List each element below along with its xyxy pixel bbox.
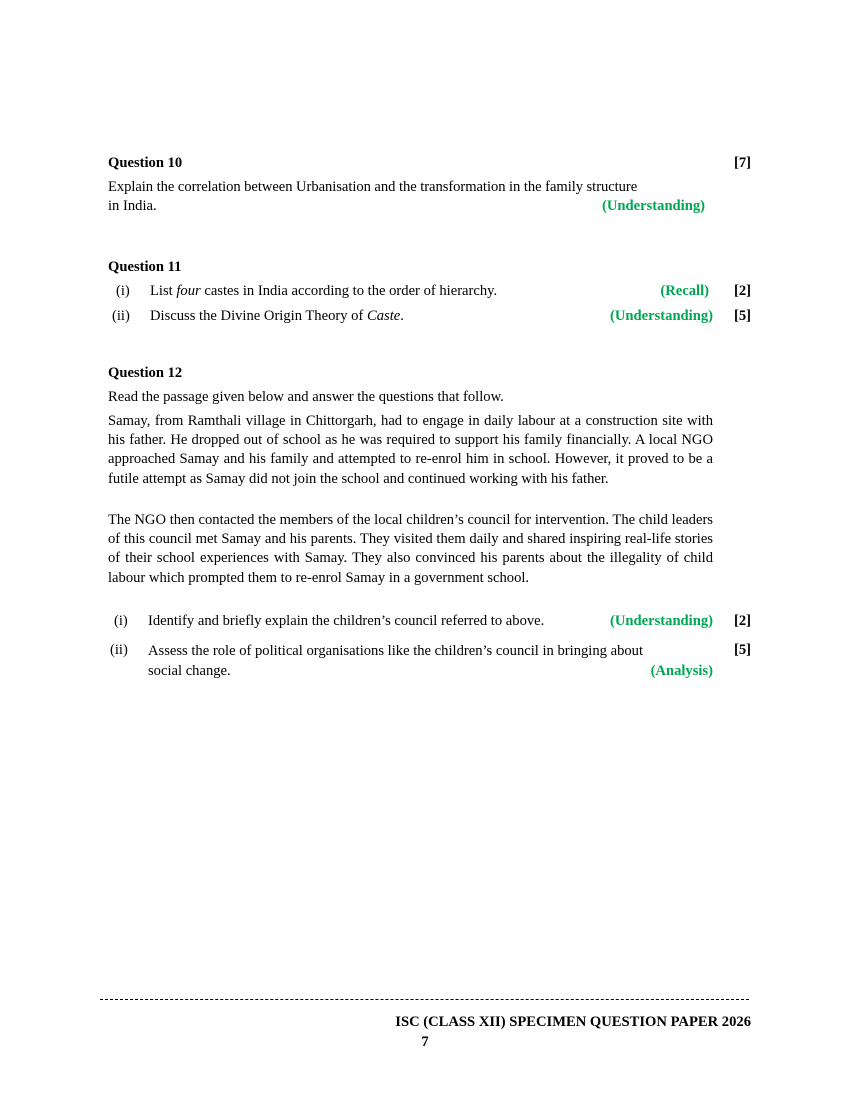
q12-item-2-tag: (Analysis) <box>650 663 713 679</box>
q11-item-2-text-a: Discuss the Divine Origin Theory of <box>150 308 367 324</box>
q12-item-2-number: (ii) <box>110 642 128 658</box>
q12-item-1-number: (i) <box>114 613 128 629</box>
q12-item-2-line-2 <box>148 661 713 681</box>
question-11-title: Question 11 <box>108 259 182 275</box>
q11-item-1-tag: (Recall) <box>660 283 709 299</box>
q11-item-2-number: (ii) <box>112 308 130 324</box>
footer-title: ISC (CLASS XII) SPECIMEN QUESTION PAPER 2026 <box>395 1014 751 1030</box>
question-10-tag: (Understanding) <box>602 198 705 215</box>
question-12-intro: Read the passage given below and answer the questions that follow. <box>108 389 504 405</box>
question-12-passage-1: Samay, from Ramthali village in Chittorgarh, had to engage in daily labour at a construction site with his father. He dropped out of school as he was required to support his family financially. A local NGO approached Samay and his family and attempted to re-enrol him in school. However, it proved to be a futile attempt as Samay did not join the school and continued working with his father. <box>108 413 713 487</box>
q12-item-2-line-2-text: social change. <box>148 663 231 679</box>
question-10-text <box>108 178 713 216</box>
question-12-title: Question 12 <box>108 365 183 381</box>
q11-item-1-text-a: List <box>150 283 177 299</box>
q11-item-2-marks: [5] <box>733 308 751 324</box>
q11-item-1-number: (i) <box>116 283 130 299</box>
q12-item-2-text <box>148 641 713 681</box>
question-10-line-2 <box>108 197 713 216</box>
q11-item-1-text-b: castes in India according to the order of hierarchy. <box>200 283 498 299</box>
question-10-title: Question 10 <box>108 155 183 171</box>
q12-item-2-line-1: Assess the role of political organisations like the children’s council in bringing about <box>148 643 644 659</box>
question-10-marks: [7] <box>733 155 751 171</box>
q12-item-1-tag: (Understanding) <box>610 613 713 629</box>
q12-item-1-text: Identify and briefly explain the children’s council referred to above. <box>148 613 545 629</box>
q12-item-2-marks: [5] <box>733 642 751 658</box>
q11-item-1-marks: [2] <box>733 283 751 299</box>
footer-divider <box>100 999 749 1000</box>
page-number: 7 <box>421 1034 429 1050</box>
question-12-passage-2: The NGO then contacted the members of the local children’s council for intervention. The child leaders of this council met Samay and his parents. They visited them daily and shared inspiring real-life stories of their school experiences with Samay. They also convinced his parents about the illegality of child labour which prompted them to re-enrol Samay in a government school. <box>108 512 713 586</box>
q11-item-2-tag: (Understanding) <box>610 308 713 324</box>
q12-item-1-marks: [2] <box>733 613 751 629</box>
q11-item-1-text <box>150 282 497 301</box>
q11-item-1-text-em: four <box>176 283 201 299</box>
q11-item-2-text <box>150 307 404 326</box>
q11-item-2-text-b: . <box>400 308 404 324</box>
question-10-line-2-text: in India. <box>108 198 157 215</box>
question-10-line-1: Explain the correlation between Urbanisation and the transformation in the family structure <box>108 179 638 195</box>
q11-item-2-text-em: Caste <box>366 308 401 324</box>
